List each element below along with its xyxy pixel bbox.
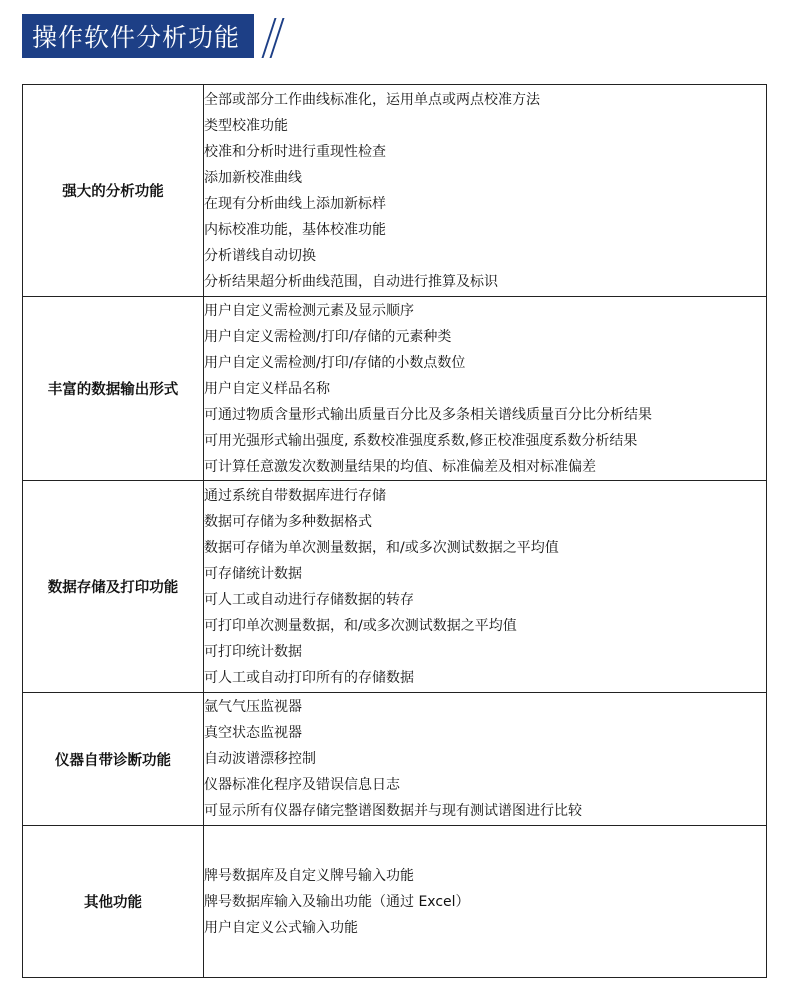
list-item: 氩气气压监视器: [204, 699, 302, 715]
list-item: 内标校准功能，基体校准功能: [204, 221, 386, 238]
list-item: 自动波谱漂移控制: [204, 751, 316, 767]
list-item: 可打印单次测量数据，和/或多次测试数据之平均值: [204, 617, 517, 634]
list-item: 可打印统计数据: [204, 643, 302, 660]
list-item: 分析结果超分析曲线范围，自动进行推算及标识: [204, 273, 498, 290]
list-item: 牌号数据库输入及输出功能（通过 Excel）: [204, 893, 470, 910]
category-cell: 其他功能: [23, 826, 204, 978]
items-cell: [204, 297, 767, 481]
list-item: 全部或部分工作曲线标准化，运用单点或两点校准方法: [204, 91, 540, 108]
list-item: 仪器标准化程序及错误信息日志: [204, 777, 400, 793]
list-item: 用户自定义样品名称: [204, 380, 330, 397]
items-cell: [204, 693, 767, 826]
list-item: 可用光强形式输出强度, 系数校准强度系数,修正校准强度系数分析结果: [204, 432, 638, 449]
list-item: 校准和分析时进行重现性检查: [204, 143, 386, 160]
list-item: 可显示所有仪器存储完整谱图数据并与现有测试谱图进行比较: [204, 803, 582, 819]
items-cell: [204, 481, 767, 693]
table-row: [23, 481, 767, 693]
list-item: 可通过物质含量形式输出质量百分比及多条相关谱线质量百分比分析结果: [204, 406, 652, 423]
list-item: 用户自定义需检测/打印/存储的元素种类: [204, 328, 452, 345]
category-cell: 数据存储及打印功能: [23, 481, 204, 693]
list-item: 可存储统计数据: [204, 565, 302, 582]
list-item: 数据可存储为多种数据格式: [204, 513, 372, 530]
list-item: 可计算任意激发次数测量结果的均值、标准偏差及相对标准偏差: [204, 458, 596, 475]
category-cell: 丰富的数据输出形式: [23, 297, 204, 481]
list-item: 用户自定义需检测/打印/存储的小数点数位: [204, 354, 466, 371]
list-item: 数据可存储为单次测量数据，和/或多次测试数据之平均值: [204, 539, 559, 556]
list-item: 牌号数据库及自定义牌号输入功能: [204, 867, 414, 884]
table-row: [23, 85, 767, 297]
list-item: 分析谱线自动切换: [204, 247, 316, 264]
list-item: 可人工或自动打印所有的存储数据: [204, 669, 414, 686]
category-cell: 仪器自带诊断功能: [23, 693, 204, 826]
list-item: 真空状态监视器: [204, 725, 302, 741]
list-item: 类型校准功能: [204, 117, 288, 134]
list-item: 用户自定义公式输入功能: [204, 919, 358, 936]
list-item: 通过系统自带数据库进行存储: [204, 487, 386, 504]
page-header: [22, 14, 286, 58]
page-title: 操作软件分析功能: [22, 14, 254, 58]
double-slash-decoration: [260, 14, 286, 58]
table-row: [23, 297, 767, 481]
list-item: 用户自定义需检测元素及显示顺序: [204, 302, 414, 319]
features-table: [22, 84, 767, 978]
category-cell: 强大的分析功能: [23, 85, 204, 297]
items-cell: [204, 826, 767, 978]
list-item: 添加新校准曲线: [204, 169, 302, 186]
items-cell: [204, 85, 767, 297]
list-item: 可人工或自动进行存储数据的转存: [204, 591, 414, 608]
table-row: [23, 826, 767, 978]
list-item: 在现有分析曲线上添加新标样: [204, 195, 386, 212]
table-row: [23, 693, 767, 826]
